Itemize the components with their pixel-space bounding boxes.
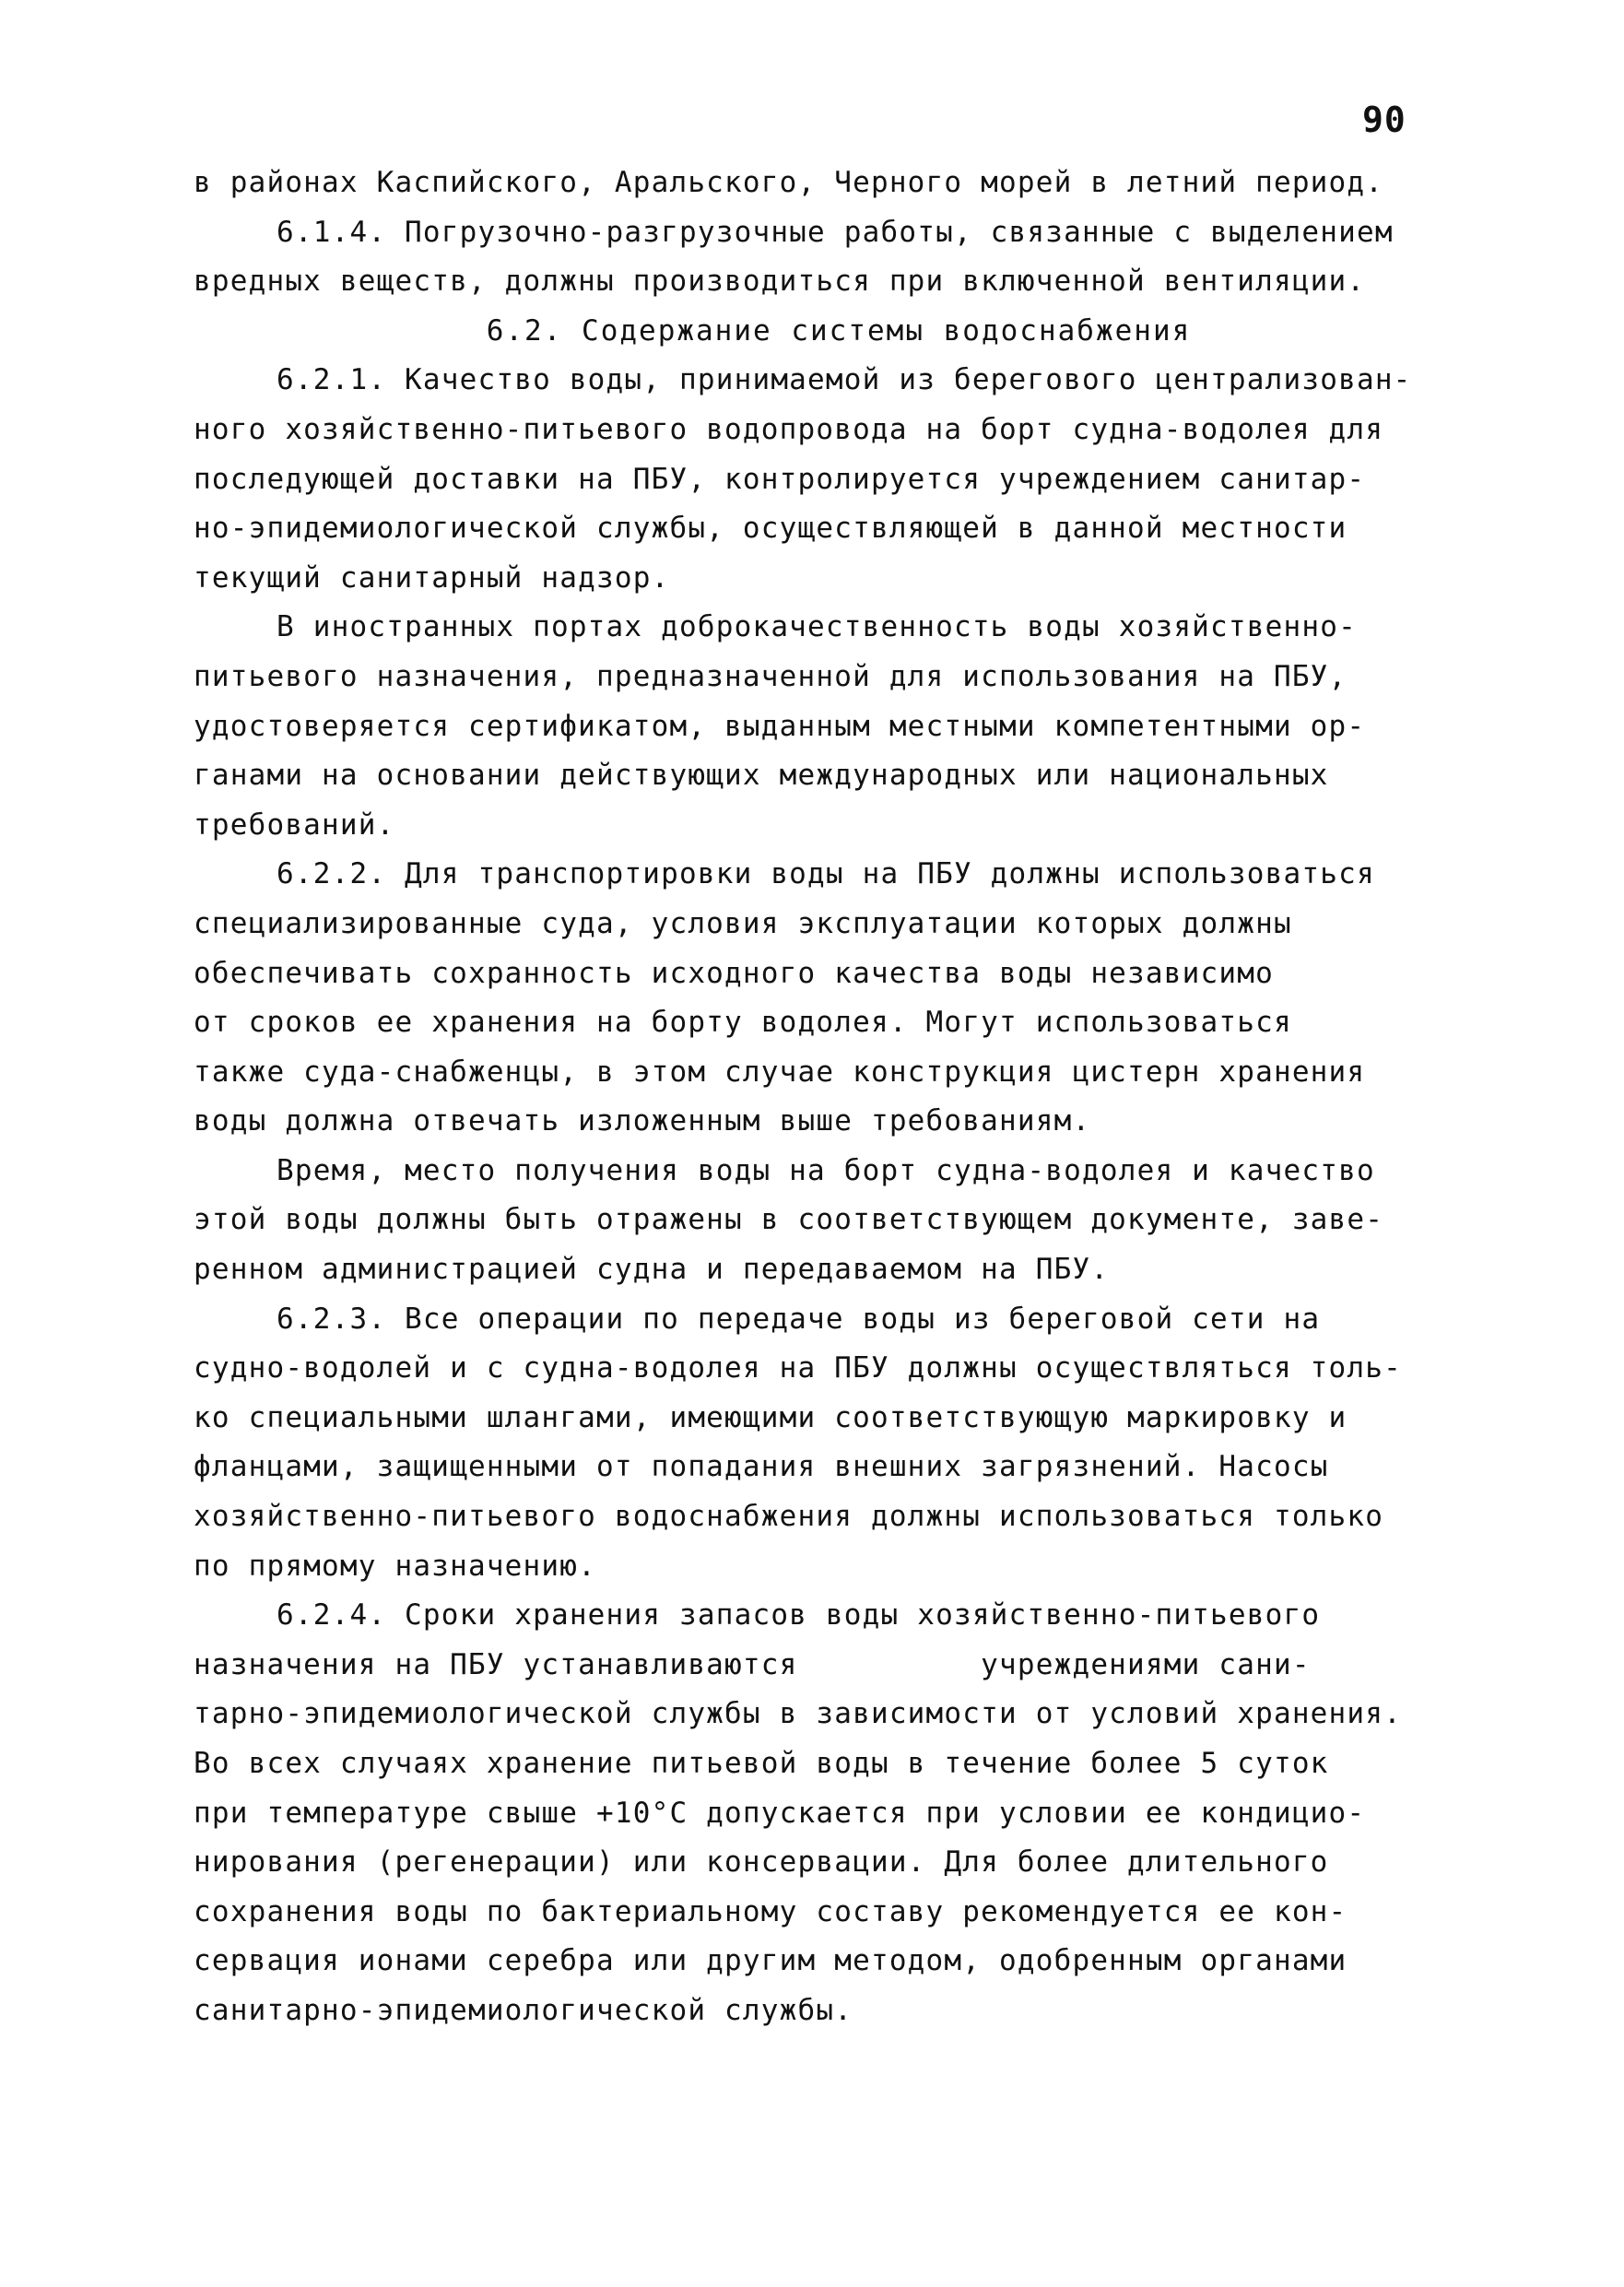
text-line: ко специальными шлангами, имеющими соответствующую маркировку и (194, 1400, 1347, 1434)
text-line: судно-водолей и с судна-водолея на ПБУ должны осуществляться толь- (194, 1351, 1402, 1385)
text-line: хозяйственно-питьевого водоснабжения должны использоваться только (194, 1500, 1384, 1534)
text-line: Во всех случаях хранение питьевой воды в течение более 5 суток (194, 1747, 1329, 1780)
document-body (194, 159, 1484, 2036)
text-line: сервация ионами серебра или другим методом, одобренным органами (194, 1944, 1347, 1978)
text-line: фланцами, защищенными от попадания внешних загрязнений. Насосы (194, 1450, 1329, 1484)
text-line: назначения на ПБУ устанавливаются учреждениями сани- (194, 1647, 1311, 1681)
text-line: санитарно-эпидемиологической службы. (194, 1993, 853, 2027)
text-line: нирования (регенерации) или консервации. Для более длительного (194, 1845, 1329, 1880)
text-line: в районах Каспийского, Аральского, Черного морей в летний период. (194, 166, 1384, 199)
text-line: также суда-снабженцы, в этом случае конструкция цистерн хранения (194, 1055, 1366, 1089)
text-line: 6.2.1. Качество воды, принимаемой из берегового централизован- (277, 363, 1412, 397)
text-line: 6.2.4. Сроки хранения запасов воды хозяйственно-питьевого (277, 1598, 1321, 1633)
text-line: по прямому назначению. (194, 1549, 596, 1583)
text-line: требований. (194, 808, 395, 842)
text-line: Время, место получения воды на борт судна-водолея и качество (277, 1153, 1375, 1187)
section-heading: 6.2. Содержание системы водоснабжения (486, 313, 1192, 348)
text-line: обеспечивать сохранность исходного качества воды независимо (194, 956, 1274, 990)
text-line: 6.2.2. Для транспортировки воды на ПБУ должны использоваться (277, 857, 1375, 891)
text-line: ганами на основании действующих международных или национальных (194, 759, 1329, 793)
text-line: ного хозяйственно-питьевого водопровода на борт судна-водолея для (194, 412, 1384, 446)
text-line: текущий санитарный надзор. (194, 560, 670, 595)
text-line: этой воды должны быть отражены в соответствующем документе, заве- (194, 1203, 1384, 1237)
text-line: 6.1.4. Погрузочно-разгрузочные работы, связанные с выделением (277, 215, 1394, 249)
text-line: воды должна отвечать изложенным выше требованиям. (194, 1104, 1091, 1138)
text-line: последующей доставки на ПБУ, контролируется учреждением санитар- (194, 462, 1366, 496)
text-line: ренном администрацией судна и передаваемом на ПБУ. (194, 1253, 1110, 1287)
text-line: специализированные суда, условия эксплуатации которых должны (194, 906, 1292, 940)
text-line: В иностранных портах доброкачественность воды хозяйственно- (277, 610, 1357, 644)
page-number: 90 (1362, 100, 1406, 140)
text-line: от сроков ее хранения на борту водолея. Могут использоваться (194, 1006, 1292, 1040)
text-line: 6.2.3. Все операции по передаче воды из береговой сети на (277, 1302, 1321, 1336)
text-line: при температуре свыше +10°С допускается при условии ее кондицио- (194, 1796, 1366, 1830)
text-line: тарно-эпидемиологической службы в зависимости от условий хранения. (194, 1697, 1402, 1731)
text-line: удостоверяется сертификатом, выданным местными компетентными ор- (194, 709, 1366, 743)
text-line: но-эпидемиологической службы, осуществляющей в данной местности (194, 512, 1347, 546)
text-line: питьевого назначения, предназначенной для использования на ПБУ, (194, 659, 1347, 693)
text-line: вредных веществ, должны производиться при включенной вентиляции. (194, 265, 1366, 299)
text-line: сохранения воды по бактериальному составу рекомендуется ее кон- (194, 1894, 1347, 1928)
